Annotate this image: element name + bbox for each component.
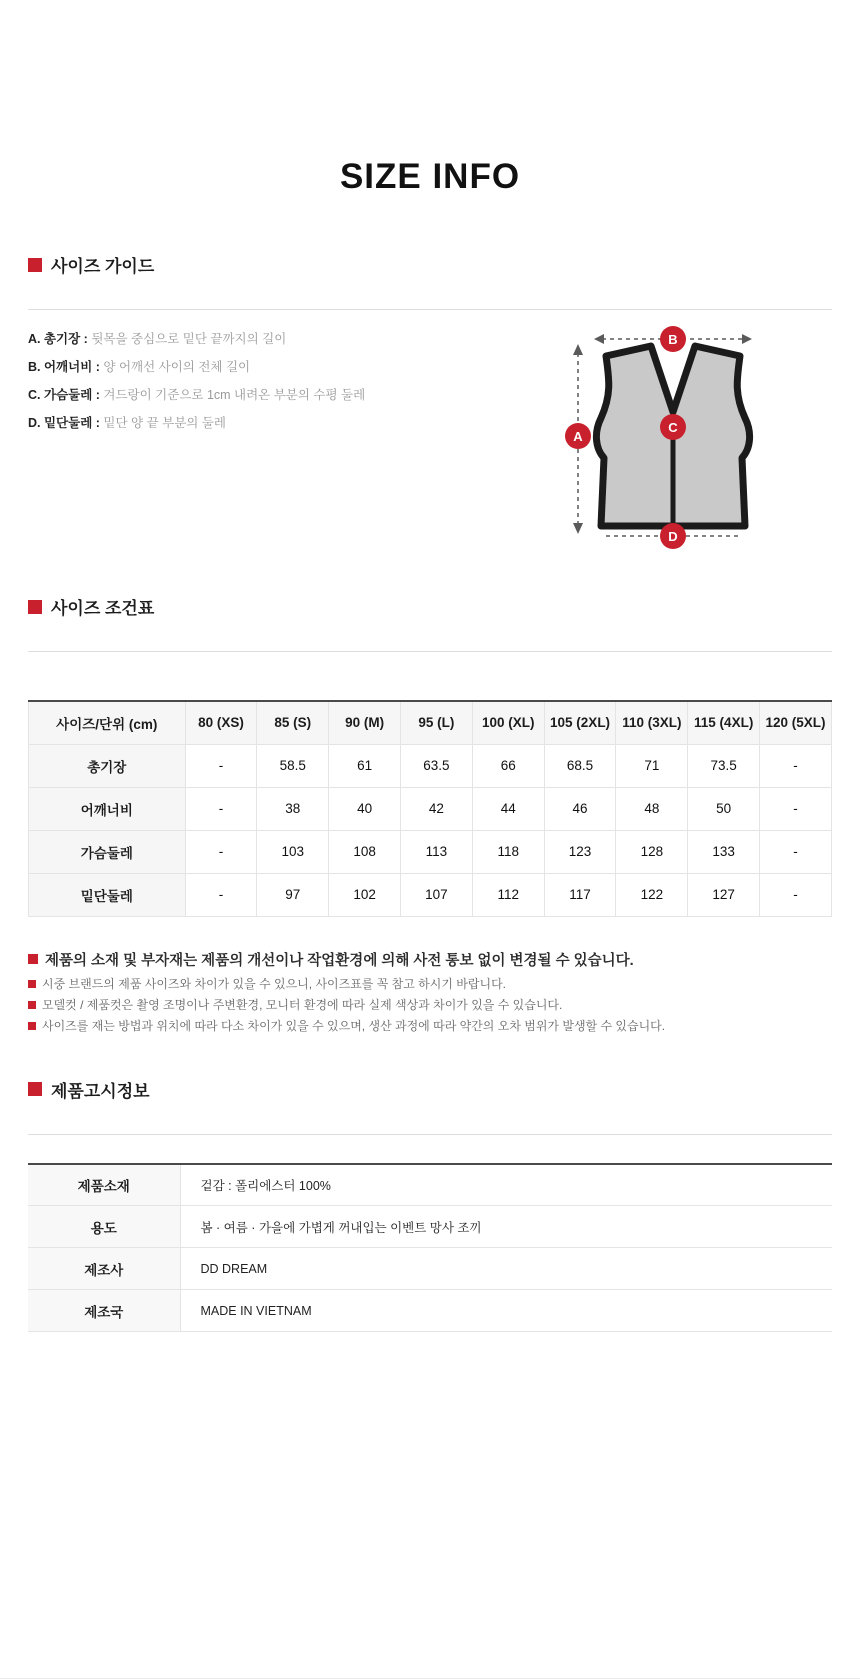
section-header-product-info [28,1077,832,1102]
size-table-row-label: 총기장 [29,744,186,787]
size-table-cell: - [185,830,257,873]
section-title: 사이즈 가이드 [51,257,155,276]
size-table-row-label: 가슴둘레 [29,830,186,873]
red-square-bullet-icon [28,1022,36,1030]
size-table-cell: 118 [472,830,544,873]
note-item [28,977,832,991]
size-table-col-header: 80 (XS) [185,701,257,744]
product-info-row [28,1164,832,1206]
note-text: 사이즈를 재는 방법과 위치에 따라 다소 차이가 있을 수 있으며, 생산 과정에 따라 약간의 오차 범위가 발생할 수 있습니다. [42,1018,666,1033]
vest-measurement-diagram [556,326,788,564]
product-info-row [28,1248,832,1290]
size-table-cell: 42 [401,787,473,830]
section-header-size-table [28,594,832,619]
size-table-cell: 44 [472,787,544,830]
divider [28,1134,832,1135]
size-table-col-header: 105 (2XL) [544,701,616,744]
measurement-desc: 겨드랑이 기준으로 1cm 내려온 부분의 수평 둘레 [99,388,366,402]
measurement-label: A. 총기장 : [28,332,88,346]
size-table-cell: - [760,873,832,916]
product-info-label: 제조국 [28,1290,180,1332]
size-table-cell: 122 [616,873,688,916]
size-table-cell: - [760,830,832,873]
divider [28,651,832,652]
size-table-col-header: 120 (5XL) [760,701,832,744]
size-table-corner-header: 사이즈/단위 (cm) [29,701,186,744]
badge-A-letter: A [573,429,583,444]
size-table-row [29,744,832,787]
size-table-col-header: 110 (3XL) [616,701,688,744]
product-info-value: MADE IN VIETNAM [180,1290,832,1332]
size-table-header-row [29,701,832,744]
size-table-cell: 133 [688,830,760,873]
size-table-cell: 73.5 [688,744,760,787]
size-table-cell: 50 [688,787,760,830]
size-table-col-header: 90 (M) [329,701,401,744]
red-square-bullet-icon [28,600,42,614]
measurement-desc: 밑단 양 끝 부분의 둘레 [99,416,226,430]
size-guide-body [28,310,832,570]
size-table-col-header: 115 (4XL) [688,701,760,744]
measurement-desc: 양 어깨선 사이의 전체 길이 [99,360,251,374]
product-info-label: 용도 [28,1206,180,1248]
measurement-desc: 뒷목을 중심으로 밑단 끝까지의 길이 [87,332,287,346]
size-table-cell: - [760,744,832,787]
product-info-label: 제품소재 [28,1164,180,1206]
badge-C-letter: C [668,420,678,435]
product-info-row [28,1290,832,1332]
red-square-bullet-icon [28,980,36,988]
size-table-cell: 113 [401,830,473,873]
product-info-row [28,1206,832,1248]
size-table-cell: 117 [544,873,616,916]
size-table-head [29,701,832,744]
product-info-value: DD DREAM [180,1248,832,1290]
note-item [28,1019,832,1033]
note-primary [28,949,832,970]
red-square-bullet-icon [28,954,38,964]
product-info-label: 제조사 [28,1248,180,1290]
size-table-row [29,830,832,873]
size-table-cell: 48 [616,787,688,830]
measurement-label: C. 가슴둘레 : [28,388,100,402]
measurement-label: D. 밑단둘레 : [28,416,100,430]
size-table-cell: 61 [329,744,401,787]
page-title: SIZE INFO [339,157,521,196]
size-table-row-label: 밑단둘레 [29,873,186,916]
size-table-cell: - [760,787,832,830]
size-table-row-label: 어깨너비 [29,787,186,830]
size-table-row [29,873,832,916]
size-table-cell: 128 [616,830,688,873]
red-square-bullet-icon [28,1001,36,1009]
size-table-cell: 123 [544,830,616,873]
product-info-table-body [28,1164,832,1332]
red-square-bullet-icon [28,1082,42,1096]
size-table-cell: 40 [329,787,401,830]
size-spec-table [28,700,832,917]
size-table-cell: 58.5 [257,744,329,787]
red-square-bullet-icon [28,258,42,272]
size-table-cell: 112 [472,873,544,916]
size-table-cell: 71 [616,744,688,787]
badge-B-letter: B [668,332,678,347]
note-text: 모델컷 / 제품컷은 촬영 조명이나 주변환경, 모니터 환경에 따라 실제 색상과 차이가 있을 수 있습니다. [42,997,563,1012]
size-table-cell: 102 [329,873,401,916]
product-info-value: 겉감 : 폴리에스터 100% [180,1164,832,1206]
size-table-cell: 68.5 [544,744,616,787]
size-table-cell: - [185,873,257,916]
note-item [28,998,832,1012]
product-info-table [28,1163,832,1333]
section-title: 제품고시정보 [51,1081,150,1101]
size-table-col-header: 85 (S) [257,701,329,744]
size-table-cell: - [185,744,257,787]
size-table-cell: - [185,787,257,830]
size-table-cell: 103 [257,830,329,873]
size-table-col-header: 95 (L) [401,701,473,744]
size-table-cell: 108 [329,830,401,873]
section-header-size-guide [28,252,832,277]
page-bottom-divider [0,1678,860,1679]
size-table-col-header: 100 (XL) [472,701,544,744]
size-table-cell: 46 [544,787,616,830]
size-table-body [29,744,832,916]
size-table-cell: 97 [257,873,329,916]
size-table-cell: 63.5 [401,744,473,787]
note-primary-text: 제품의 소재 및 부자재는 제품의 개선이나 작업환경에 의해 사전 통보 없이 변경될 수 있습니다. [45,952,634,969]
section-title: 사이즈 조건표 [51,599,155,618]
product-info-value: 봄 · 여름 · 가을에 가볍게 꺼내입는 이벤트 망사 조끼 [180,1206,832,1248]
measurement-label: B. 어깨너비 : [28,360,100,374]
note-text: 시중 브랜드의 제품 사이즈와 차이가 있을 수 있으니, 사이즈표를 꼭 참고 하시기 바랍니다. [42,976,506,991]
size-table-cell: 127 [688,873,760,916]
notes-list [28,977,832,1033]
size-table-cell: 107 [401,873,473,916]
size-table-cell: 38 [257,787,329,830]
size-table-row [29,787,832,830]
size-table-cell: 66 [472,744,544,787]
badge-D-letter: D [668,529,678,544]
